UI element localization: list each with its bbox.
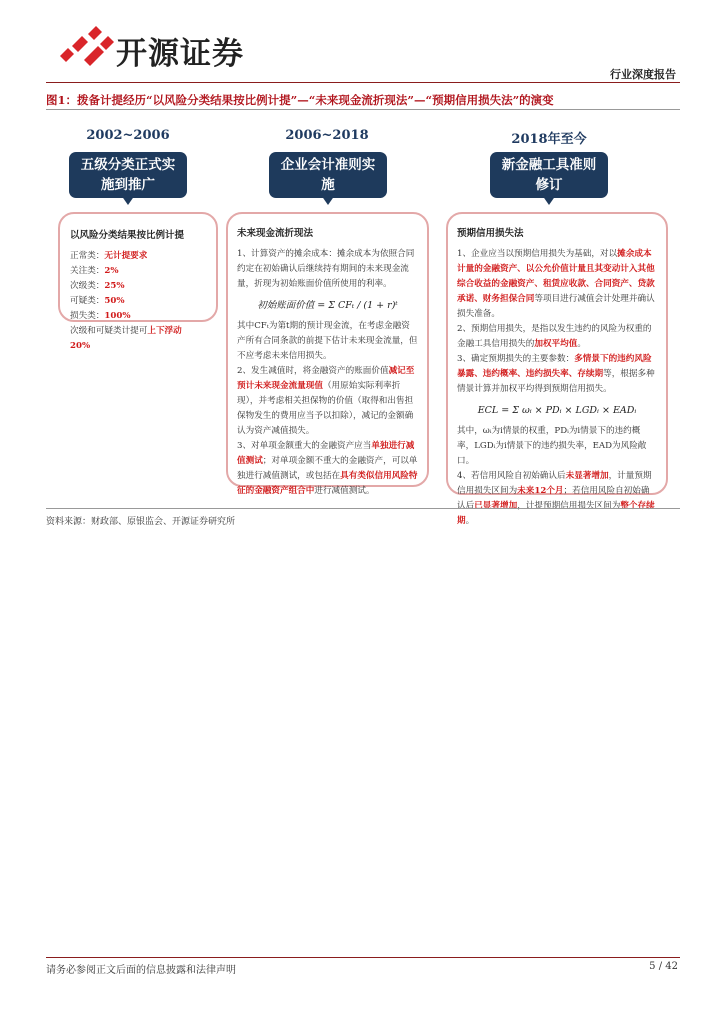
highlight: 未显著增加 — [565, 471, 609, 481]
footer-disclaimer: 请务必参阅正文后面的信息披露和法律声明 — [46, 965, 236, 976]
milestone-2: 企业会计准则实施 — [269, 152, 387, 198]
card-risk-classification — [58, 212, 218, 351]
period-2: 2006~2018 — [285, 128, 369, 143]
text: 。 — [465, 516, 475, 526]
paragraph — [457, 322, 657, 352]
period-3: 2018年至今 — [511, 132, 587, 147]
list-item — [70, 279, 206, 294]
formula — [237, 298, 418, 313]
list-item — [70, 294, 206, 309]
note-highlight: 上下浮动 — [147, 326, 182, 336]
arrow-down-icon — [542, 195, 556, 205]
line-value: 50% — [104, 296, 125, 306]
highlight: 减记至预计未来现金流量现值 — [237, 366, 415, 391]
arrow-down-icon — [121, 195, 135, 205]
paragraph — [457, 352, 657, 397]
formula: ECL = Σ ωᵢ × PDᵢ × LGDᵢ × EADᵢ — [477, 405, 637, 416]
card-note — [70, 324, 206, 339]
line-label: 关注类： — [70, 266, 105, 276]
milestone-1: 五级分类正式实施到推广 — [69, 152, 187, 198]
report-type: 行业深度报告 — [610, 68, 676, 81]
figure-source: 资料来源：财政部、原银监会、开源证券研究所 — [46, 517, 236, 527]
text: 1、企业应当以预期信用损失为基础，对以 — [457, 249, 618, 259]
note-text: 次级和可疑类计提可 — [70, 326, 148, 336]
text: 3、对单项金额重大的金融资产应当 — [237, 441, 372, 451]
paragraph: 1、计算资产的摊余成本：摊余成本为依照合同约定在初始确认后继续持有期间的未来现金流量，折现为初始账面价值所使用的利率。 — [237, 249, 415, 289]
text: （用原始实际利率折现），并考虑相关担保物的价值（取得和出售担保物发生的费用应当予以扣除），减记的金额确认为资产减值损失。 — [237, 381, 414, 436]
arrow-down-icon — [321, 195, 335, 205]
highlight: 摊余成本计量的金融资产、以公允价值计量且其变动计入其他综合收益的金融资产、租赁应收款、合同资产、贷款承诺、财务担保合同 — [457, 249, 655, 304]
source-divider — [46, 508, 680, 509]
formula-right: Σ CFₜ / (1 + r)ᵗ — [328, 300, 398, 311]
line-value: 无计提要求 — [104, 251, 148, 261]
formula-left: 初始账面价值 = — [257, 300, 326, 311]
text: 3、确定预期损失的主要参数： — [457, 354, 575, 364]
text: ；若信用风险自初始确认后 — [457, 486, 650, 511]
highlight: 具有类似信用风险特征的金融资产组合中 — [237, 471, 418, 496]
line-value: 2% — [104, 266, 119, 276]
paragraph — [457, 469, 657, 529]
card-heading: 预期信用损失法 — [457, 228, 524, 239]
paragraph — [237, 439, 418, 499]
text: 。 — [577, 339, 586, 349]
line-label: 可疑类： — [70, 296, 105, 306]
footer-divider — [46, 957, 680, 958]
paragraph: 其中，ωᵢ为i情景的权重，PDᵢ为i情景下的违约概率，LGDᵢ为i情景下的违约损失率，EAD为风险敞口。 — [457, 426, 647, 466]
list-item — [70, 309, 206, 324]
text: 2、发生减值时，将金融资产的账面价值 — [237, 366, 389, 376]
note-value: 20% — [70, 341, 91, 351]
period-1: 2002~2006 — [86, 128, 170, 143]
figure-divider — [46, 109, 680, 110]
text: ，计提预期信用损失区间为 — [517, 501, 621, 511]
paragraph — [457, 247, 657, 322]
text: 等，根据多种情景计算并加权平均得到预期信用损失。 — [457, 369, 655, 394]
card-expected-credit-loss — [446, 212, 668, 526]
text: ，计量预期信用损失区间为 — [457, 471, 652, 496]
highlight: 已显著增加 — [474, 501, 518, 511]
card-cash-flow-discount — [226, 212, 429, 496]
paragraph: 其中CFₜ为第t期的预计现金流，在考虑金融资产所有合同条款的前提下估计未来现金流量，但不应考虑未来信用损失。 — [237, 321, 418, 361]
text: 等项目进行减值会计处理并确认损失准备。 — [457, 294, 655, 319]
paragraph — [237, 364, 418, 439]
text: 2、预期信用损失，是指以发生违约的风险为权重的金融工具信用损失的 — [457, 324, 652, 349]
card-heading: 以风险分类结果按比例计提 — [70, 230, 185, 241]
highlight: 单独进行减值测试 — [237, 441, 415, 466]
list-item — [70, 264, 206, 279]
line-label: 正常类： — [70, 251, 105, 261]
line-label: 损失类： — [70, 311, 105, 321]
line-label: 次级类： — [70, 281, 105, 291]
milestone-3: 新金融工具准则修订 — [490, 152, 608, 198]
figure-title: 图1：拨备计提经历“以风险分类结果按比例计提”—“未来现金流折现法”—“预期信用损失法”的演变 — [46, 93, 554, 107]
brand-name: 开源证券 — [116, 36, 244, 72]
card-heading: 未来现金流折现法 — [237, 228, 314, 239]
text: 4、若信用风险自初始确认后 — [457, 471, 566, 481]
line-value: 25% — [104, 281, 125, 291]
page-number: 5 / 42 — [649, 961, 678, 972]
line-value: 100% — [104, 311, 131, 321]
list-item — [70, 249, 206, 264]
highlight: 加权平均值 — [534, 339, 578, 349]
highlight: 未来12个月 — [517, 486, 564, 496]
highlight: 整个存续期 — [457, 501, 655, 526]
text: ；对单项金额不重大的金融资产，可以单独进行减值测试，或包括在 — [237, 456, 418, 481]
highlight: 多情景下的违约风险暴露、违约概率、违约损失率、存续期 — [457, 354, 652, 379]
text: 进行减值测试。 — [314, 486, 375, 496]
header-divider — [46, 82, 680, 83]
